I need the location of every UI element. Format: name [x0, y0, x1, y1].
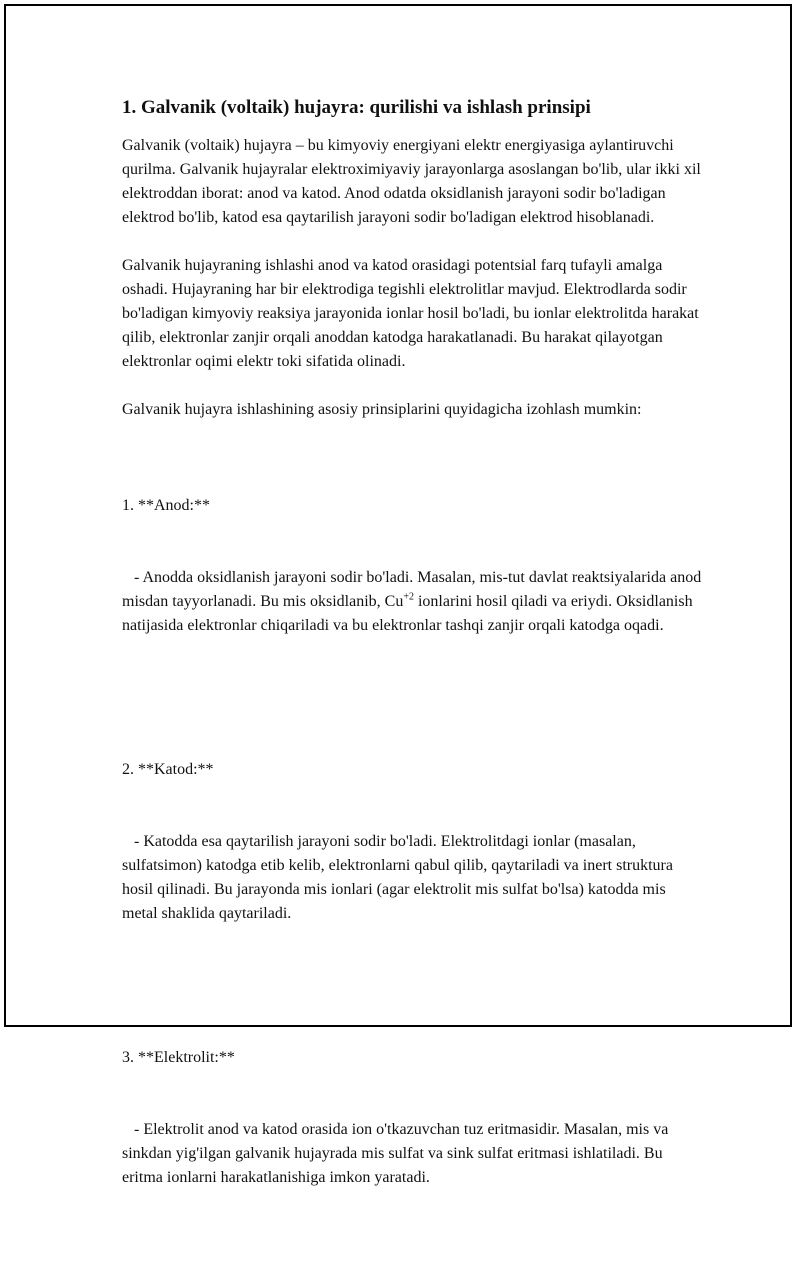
document-title: 1. Galvanik (voltaik) hujayra: qurilishi va ishlash prinsipi	[122, 97, 591, 118]
list-item-katod	[122, 710, 702, 974]
list-item-heading: 3. **Elektrolit:**	[122, 1049, 235, 1066]
paragraph-principles-lead: Galvanik hujayra ishlashining asosiy prinsiplarini quyidagicha izohlash mumkin:	[122, 401, 642, 418]
ion-charge-superscript: +2	[403, 591, 414, 603]
list-item-text: ionlarini hosil qiladi va eriydi. Oksidlanish natijasida elektronlar chiqariladi va bu elektronlar tashqi zanjir orqali katodga oqadi.	[122, 593, 697, 634]
list-item-body: - Katodda esa qaytarilish jarayoni sodir bo'ladi. Elektrolitdagi ionlar (masalan, sulfatsimon) katodga etib kelib, elektronlarni qabul qilib, qaytariladi va inert struktura hosil qilinadi. Bu jarayonda mis ionlari (agar elektrolit mis sulfat bo'lsa) katodda mis metal shaklida qaytariladi.	[122, 833, 677, 922]
list-item-anod	[122, 446, 706, 686]
list-item-heading: 2. **Katod:**	[122, 761, 214, 778]
list-item-body: - Elektrolit anod va katod orasida ion o'tkazuvchan tuz eritmasidir. Masalan, mis va sinkdan yig'ilgan galvanik hujayrada mis sulfat va sink sulfat eritmasi ishlatiladi. Bu eritma ionlarni harakatlanishiga imkon yaratadi.	[122, 1121, 673, 1186]
list-item-heading: 1. **Anod:**	[122, 497, 210, 514]
list-item-body	[122, 566, 706, 638]
list-item-text: - Anodda oksidlanish jarayoni sodir bo'ladi. Masalan, mis-tut davlat reaktsiyalarida anod misdan tayyorlanadi. Bu mis oksidlanib, Cu	[122, 569, 706, 610]
document-content	[122, 96, 706, 1262]
paragraph-operation: Galvanik hujayraning ishlashi anod va katod orasidagi potentsial farq tufayli amalga oshadi. Hujayraning har bir elektrodiga tegishli elektrolitlar mavjud. Elektrodlarda sodir bo'ladigan kimyoviy reaksiya jarayonida ionlar hosil bo'ladi, bu ionlar elektrolitda harakat qilib, elektronlar zanjir orqali anoddan katodga harakatlanadi. Bu harakat qilayotgan elektronlar oqimi elektr toki sifatida olinadi.	[122, 257, 703, 370]
list-item-elektrolit	[122, 998, 702, 1238]
document-page	[4, 4, 792, 1186]
paragraph-intro: Galvanik (voltaik) hujayra – bu kimyoviy energiyani elektr energiyasiga aylantiruvchi qurilma. Galvanik hujayralar elektroximiyaviy jarayonlarga asoslangan bo'lib, ular ikki xil elektroddan iborat: anod va katod. Anod odatda oksidlanish jarayoni sodir bo'ladigan elektrod bo'lib, katod esa qaytarilish jarayoni sodir bo'ladigan elektrod hisoblanadi.	[122, 137, 705, 226]
